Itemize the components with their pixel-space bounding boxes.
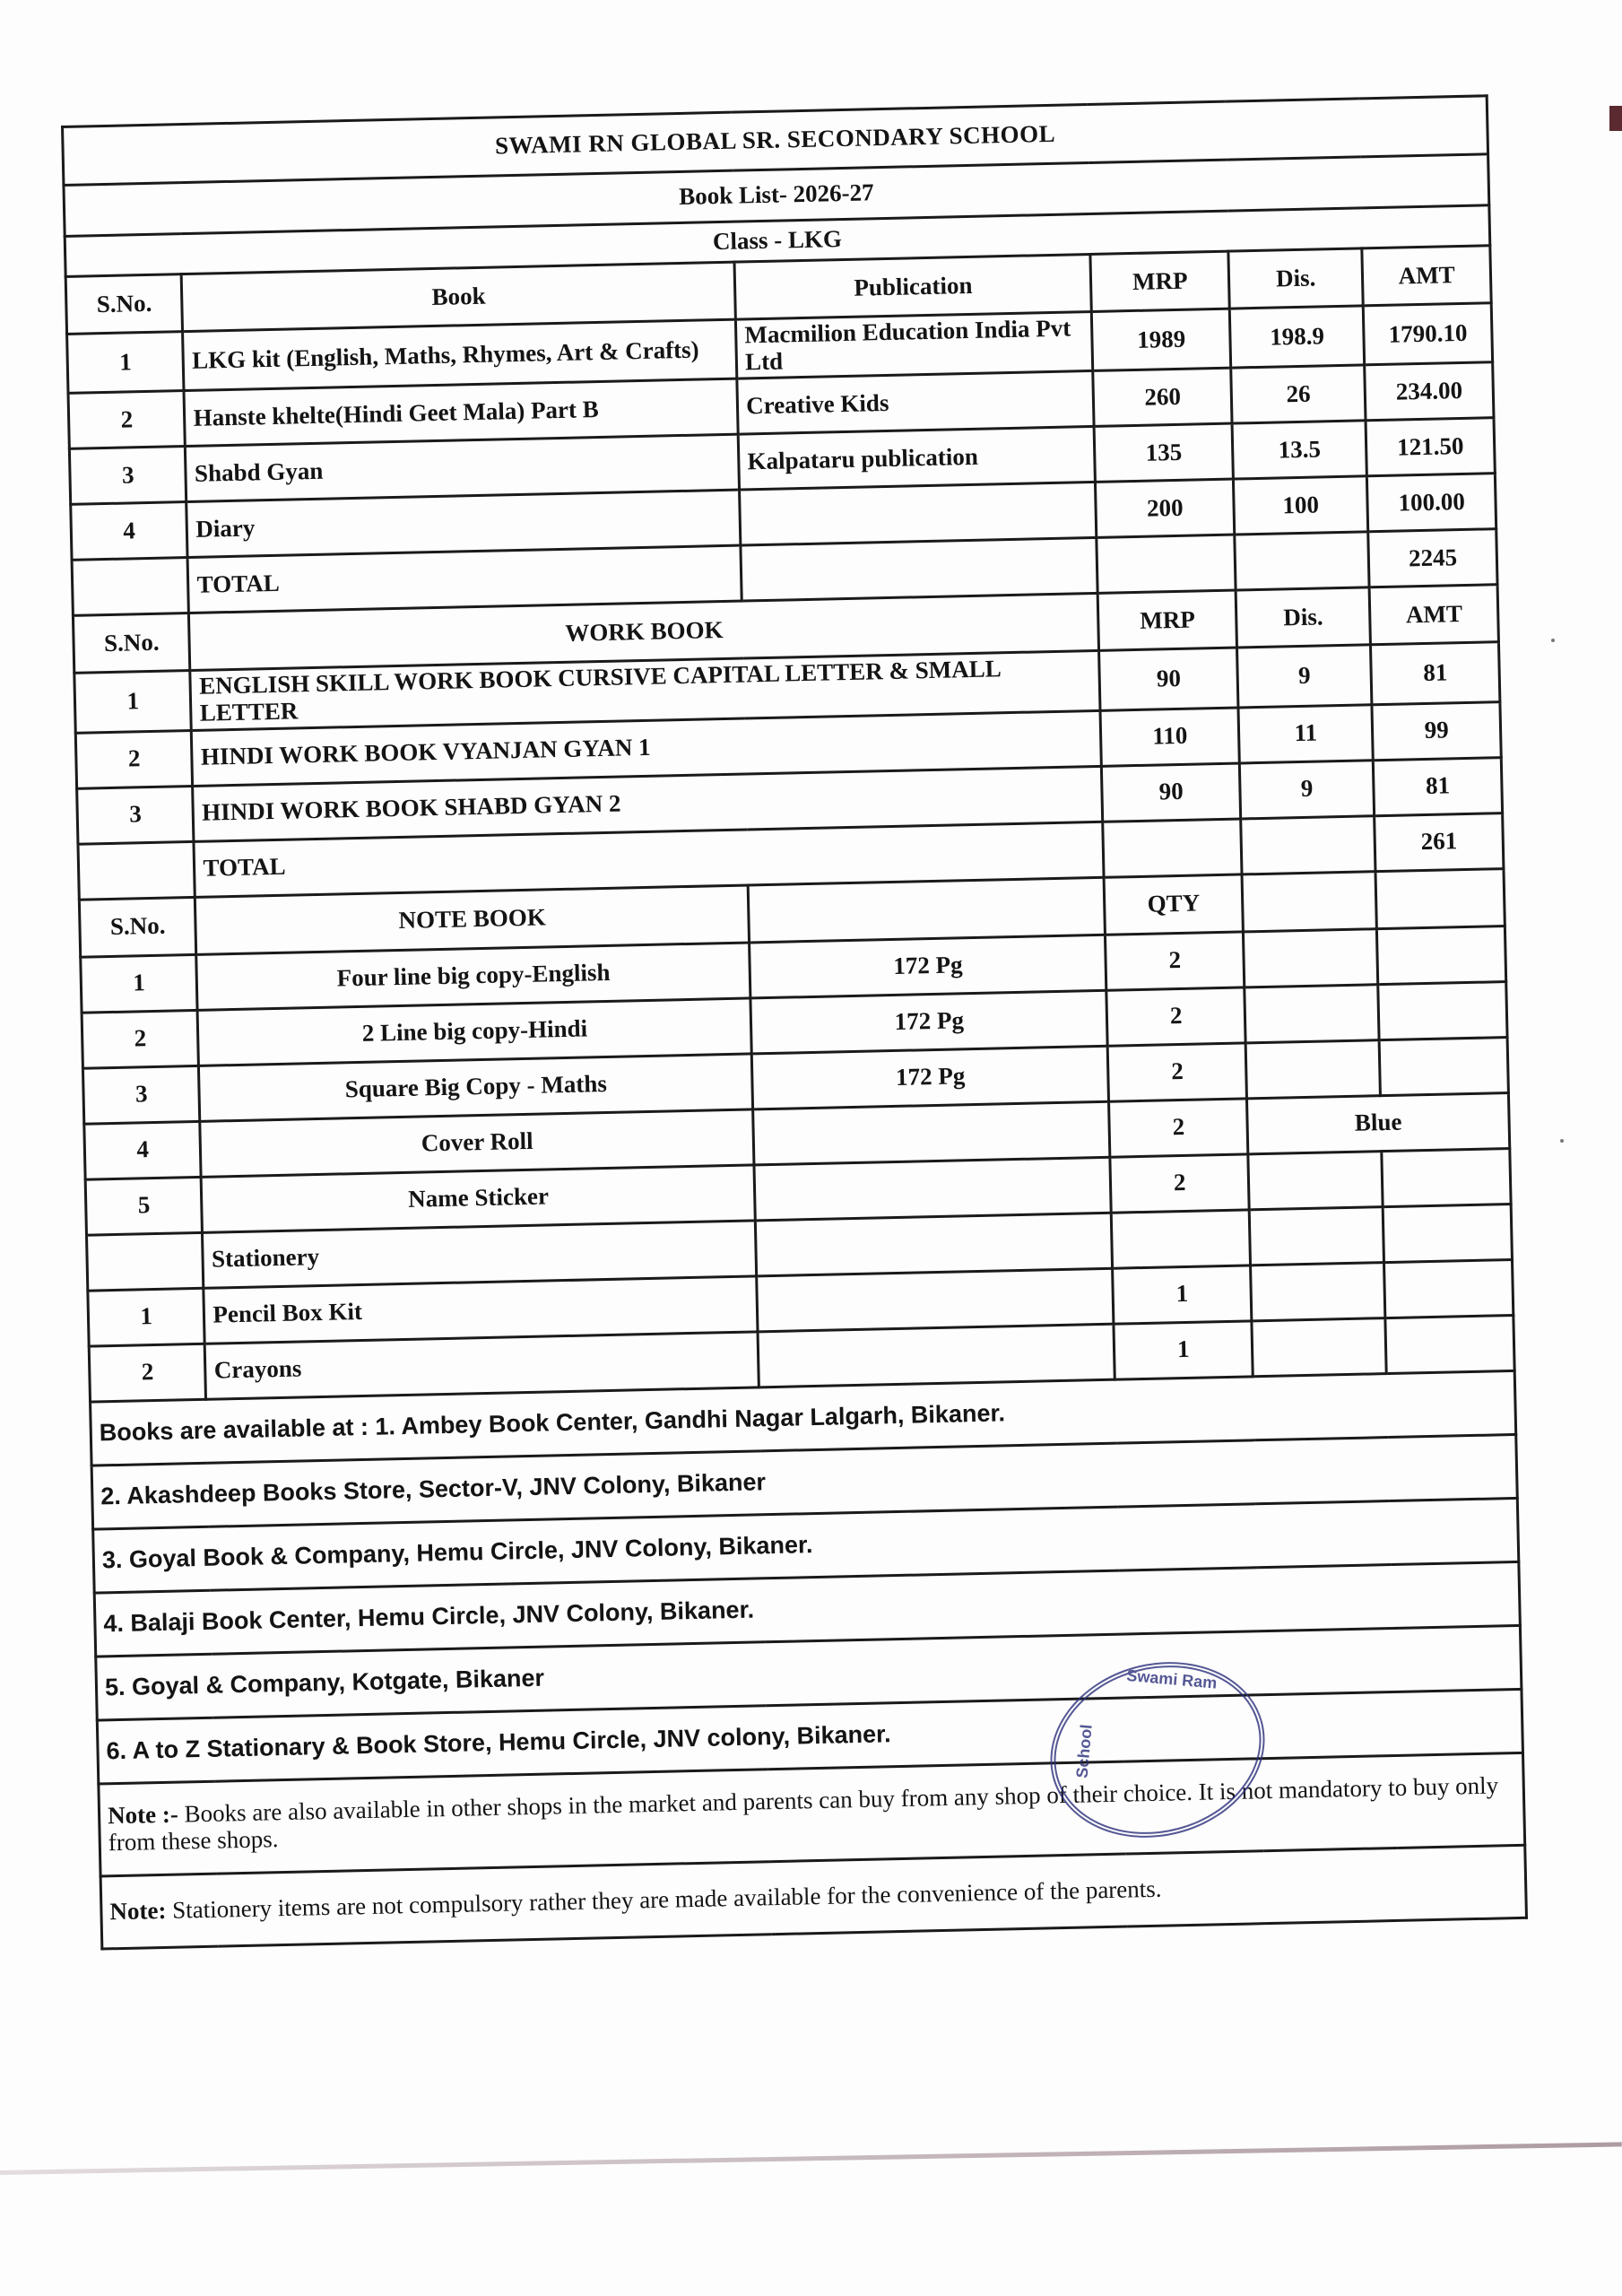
empty-cell: [1243, 928, 1378, 987]
workbooks-total-amount: 261: [1375, 813, 1504, 871]
col-sno: S.No.: [79, 897, 196, 957]
empty-cell: [72, 558, 189, 616]
col-book: Book: [182, 262, 736, 331]
amount: 99: [1372, 701, 1501, 760]
empty-cell: [1378, 981, 1507, 1039]
col-amt: AMT: [1369, 585, 1498, 645]
empty-cell: [78, 841, 195, 900]
empty-cell: [758, 1324, 1115, 1387]
cover-color: Blue: [1247, 1092, 1510, 1153]
discount: 9: [1239, 760, 1375, 818]
empty-cell: [1241, 815, 1376, 874]
publication: [740, 483, 1097, 546]
col-amt: AMT: [1362, 246, 1491, 306]
workbook-title: HINDI WORK BOOK SHABD GYAN 2: [193, 766, 1103, 841]
empty-cell: [1383, 1204, 1512, 1262]
book-title: Diary: [186, 490, 741, 557]
shop-item: 6. A to Z Stationary & Book Store, Hemu Circle, JNV colony, Bikaner.: [97, 1689, 1522, 1784]
class-label: Class - LKG: [65, 205, 1490, 277]
sno: 2: [75, 730, 193, 788]
sno: 1: [74, 671, 192, 733]
stationery-item: Pencil Box Kit: [204, 1276, 758, 1344]
col-work-book: WORK BOOK: [189, 594, 1099, 671]
empty-cell: [1103, 819, 1242, 877]
qty: 2: [1108, 1043, 1247, 1101]
col-sno: S.No.: [65, 274, 183, 335]
empty-cell: [1245, 984, 1380, 1042]
empty-cell: [1375, 868, 1505, 928]
note-text: Stationery items are not compulsory rather they are made available for the convenience of the parents.: [166, 1874, 1162, 1924]
workbook-title: HINDI WORK BOOK VYANJAN GYAN 1: [192, 710, 1102, 786]
empty-cell: [741, 538, 1097, 602]
sno: 1: [81, 954, 198, 1013]
mrp: 90: [1099, 648, 1238, 710]
scan-edge-mark: [1609, 106, 1622, 131]
empty-cell: [1097, 535, 1236, 593]
col-pages: [748, 877, 1106, 943]
sno: 3: [82, 1065, 200, 1124]
qty: 2: [1106, 987, 1245, 1046]
empty-cell: [1377, 926, 1506, 984]
col-sno: S.No.: [73, 613, 190, 674]
discount: 100: [1233, 476, 1368, 535]
empty-cell: [1235, 532, 1370, 590]
empty-cell: [756, 1213, 1113, 1276]
col-mrp: MRP: [1098, 590, 1237, 650]
notebook-title: 2 Line big copy-Hindi: [198, 998, 752, 1065]
sno: 4: [84, 1121, 202, 1179]
discount: 11: [1238, 705, 1374, 763]
pages: 172 Pg: [750, 990, 1107, 1054]
notebook-title: Name Sticker: [202, 1165, 756, 1232]
school-name: SWAMI RN GLOBAL SR. SECONDARY SCHOOL: [63, 96, 1488, 186]
empty-cell: [1379, 1037, 1508, 1095]
qty: 1: [1113, 1265, 1252, 1324]
shop-item: 3. Goyal Book & Company, Hemu Circle, JNV Colony, Bikaner.: [93, 1498, 1519, 1593]
empty-cell: [1385, 1315, 1514, 1373]
empty-cell: [1384, 1259, 1514, 1318]
qty: 2: [1106, 932, 1245, 990]
mrp: 200: [1096, 479, 1235, 537]
scan-speck: [1551, 639, 1555, 642]
qty: 2: [1109, 1099, 1248, 1157]
sno: 4: [71, 502, 188, 561]
notebook-title: Four line big copy-English: [196, 943, 750, 1010]
total-label: TOTAL: [188, 545, 742, 613]
book-list-sheet: [61, 94, 1528, 1950]
stamp-left-text: School: [1072, 1723, 1096, 1779]
col-mrp: MRP: [1090, 251, 1229, 311]
book-title: LKG kit (English, Maths, Rhymes, Art & Crafts): [183, 319, 737, 391]
empty-cell: [1251, 1262, 1386, 1320]
sno: 2: [82, 1010, 199, 1068]
empty-cell: [1248, 1151, 1383, 1209]
empty-cell: [1249, 1206, 1384, 1265]
sno: 2: [89, 1344, 206, 1402]
sno: 5: [85, 1177, 203, 1235]
qty: 1: [1114, 1321, 1253, 1379]
empty-cell: [757, 1268, 1114, 1332]
workbook-title: ENGLISH SKILL WORK BOOK CURSIVE CAPITAL LETTER & SMALL LETTER: [190, 651, 1100, 730]
col-dis: Dis.: [1228, 248, 1364, 309]
book-title: Shabd Gyan: [186, 434, 740, 501]
empty-cell: [86, 1232, 204, 1291]
amount: 234.00: [1365, 362, 1494, 421]
col-publication: Publication: [734, 254, 1092, 319]
publication: Macmilion Education India Pvt Ltd: [736, 311, 1094, 378]
publication: Kalpataru publication: [738, 427, 1095, 491]
sno: 3: [69, 447, 186, 505]
amount: 100.00: [1367, 474, 1496, 532]
note-label: Note :-: [107, 1800, 179, 1830]
pages: 172 Pg: [751, 1046, 1108, 1109]
empty-cell: [1112, 1210, 1251, 1268]
pages: [753, 1101, 1110, 1165]
note-text: Books are also available in other shops in the market and parents can buy from any shop of their choice. It is not mandatory to buy only from these shops.: [108, 1771, 1499, 1857]
books-total-amount: 2245: [1368, 529, 1497, 587]
notebook-title: Square Big Copy - Maths: [199, 1054, 753, 1121]
empty-cell: [1245, 1039, 1381, 1098]
shop-item: 2. Akashdeep Books Store, Sector-V, JNV Colony, Bikaner: [91, 1434, 1517, 1529]
publication: Creative Kids: [737, 371, 1094, 435]
mrp: 1989: [1092, 309, 1231, 371]
empty-cell: [1382, 1148, 1511, 1206]
sno: 2: [68, 391, 186, 449]
amount: 81: [1374, 757, 1503, 815]
mrp: 90: [1102, 763, 1241, 822]
pages: 172 Pg: [750, 935, 1106, 998]
discount: 13.5: [1232, 421, 1367, 479]
discount: 26: [1231, 365, 1366, 423]
pages: [754, 1157, 1111, 1221]
stationery-item: Crayons: [205, 1332, 759, 1399]
scan-speck: [1560, 1139, 1564, 1143]
scan-fold-line: [0, 2142, 1622, 2175]
stationery-label: Stationery: [203, 1221, 757, 1288]
mrp: 260: [1093, 368, 1232, 426]
empty-cell: [1252, 1318, 1387, 1376]
empty-cell: [1242, 871, 1377, 931]
discount: 198.9: [1229, 306, 1365, 369]
mrp: 110: [1100, 708, 1239, 766]
sno: 1: [67, 332, 185, 394]
sno: 3: [77, 786, 195, 844]
amount: 81: [1371, 642, 1500, 704]
qty: 2: [1110, 1154, 1249, 1213]
col-qty: QTY: [1104, 874, 1243, 935]
col-dis: Dis.: [1236, 587, 1371, 648]
book-list-year: Book List- 2026-27: [64, 154, 1489, 237]
note-label: Note:: [109, 1896, 167, 1926]
total-label: TOTAL: [194, 822, 1104, 897]
notebook-title: Cover Roll: [200, 1109, 754, 1177]
book-title: Hanste khelte(Hindi Geet Mala) Part B: [184, 378, 738, 446]
shop-item: 4. Balaji Book Center, Hemu Circle, JNV Colony, Bikaner.: [94, 1561, 1520, 1657]
book-list-table: [61, 94, 1528, 1950]
col-note-book: NOTE BOOK: [195, 885, 750, 954]
shop-item: 5. Goyal & Company, Kotgate, Bikaner: [96, 1625, 1522, 1720]
shop-intro: Books are available at : 1. Ambey Book Center, Gandhi Nagar Lalgarh, Bikaner.: [91, 1370, 1516, 1465]
amount: 121.50: [1366, 418, 1495, 476]
discount: 9: [1237, 645, 1373, 708]
amount: 1790.10: [1364, 303, 1493, 365]
mrp: 135: [1095, 423, 1234, 482]
sno: 1: [88, 1288, 205, 1346]
stamp-top-text: Swami Ram: [1125, 1665, 1219, 1692]
